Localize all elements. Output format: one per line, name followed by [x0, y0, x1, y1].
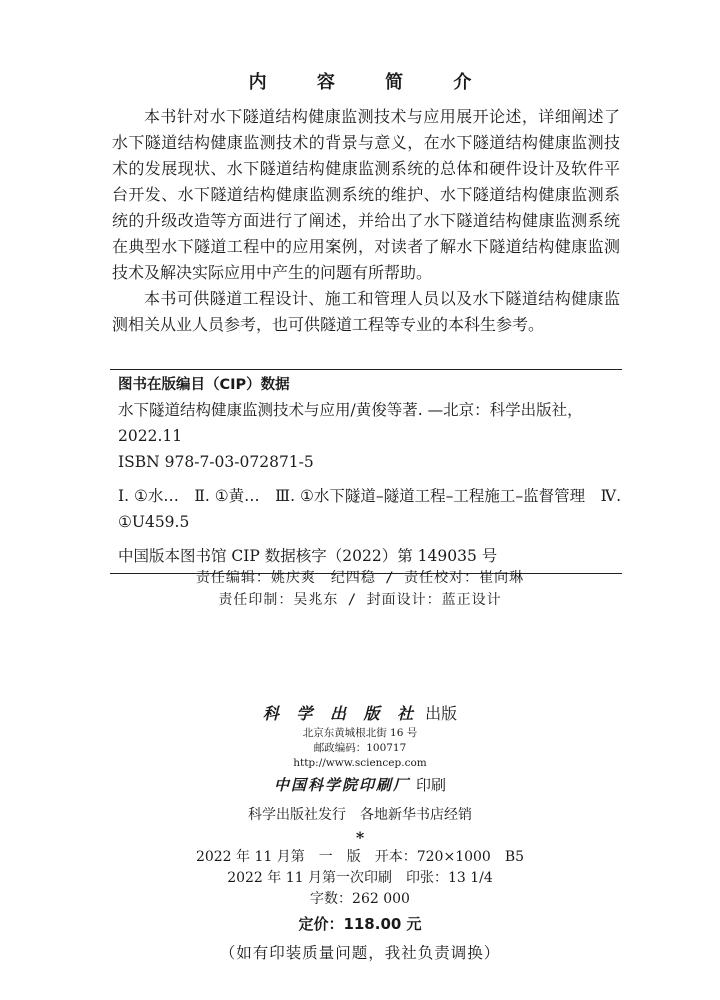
cip-classification: Ⅰ. ①水… Ⅱ. ①黄… Ⅲ. ①水下隧道–隧道工程–工程施工–监督管理 Ⅳ. ①U459.5	[118, 487, 622, 531]
word-count: 字数：262 000	[310, 891, 410, 907]
summary-paragraph-2: 本书可供隧道工程设计、施工和管理人员以及水下隧道结构健康监测相关从业人员参考，也可供隧道工程等专业的本科生参考。	[112, 289, 620, 334]
editors-line-2: 责任印制：吴兆东 / 封面设计：蓝正设计	[218, 592, 502, 608]
publisher-line	[0, 702, 720, 726]
printer-name: 中国科学院印刷厂	[273, 776, 410, 794]
page-title: 内 容 简 介	[248, 72, 494, 93]
distribution-line: 科学出版社发行 各地新华书店经销	[248, 807, 472, 823]
publisher-name: 科 学 出 版 社	[262, 704, 420, 723]
quality-note: （如有印装质量问题，我社负责调换）	[219, 944, 501, 962]
separator-star: *	[355, 828, 365, 847]
cip-spacer	[110, 475, 622, 483]
publisher-postcode: 邮政编码：100717	[313, 742, 407, 754]
editors-block	[0, 567, 720, 611]
publisher-url: http://www.sciencep.com	[293, 757, 427, 769]
cip-spacer	[110, 535, 622, 543]
cip-isbn: ISBN 978-7-03-072871-5	[118, 453, 314, 471]
printer-line	[0, 773, 720, 797]
edition-line: 2022 年 11 月第 一 版 开本：720×1000 B5	[195, 849, 525, 865]
printer-suffix: 印刷	[416, 776, 447, 794]
publisher-suffix: 出版	[425, 704, 458, 723]
cip-data-block	[110, 369, 622, 574]
cip-entry: 水下隧道结构健康监测技术与应用/黄俊等著. —北京：科学出版社，2022.11	[118, 401, 583, 445]
summary-section	[112, 104, 620, 338]
cip-heading: 图书在版编目（CIP）数据	[118, 377, 290, 393]
printing-line: 2022 年 11 月第一次印刷 印张：13 1/4	[227, 870, 493, 886]
editors-line-1: 责任编辑：姚庆爽 纪四稳 / 责任校对：崔向琳	[195, 570, 525, 586]
price: 定价：118.00 元	[298, 915, 422, 933]
summary-paragraph-1: 本书针对水下隧道结构健康监测技术与应用展开论述，详细阐述了水下隧道结构健康监测技术的背景与意义，在水下隧道结构健康监测技术的发展现状、水下隧道结构健康监测系统的总体和硬件设计及软件平台开发、水下隧道结构健康监测系统的维护、水下隧道结构健康监测系统的升级改造等方面进行了阐述，并给出了水下隧道结构健康监测系统在典型水下隧道工程中的应用案例，对读者了解水下隧道结构健康监测技术及解决实际应用中产生的问题有所帮助。	[112, 107, 620, 282]
publisher-address: 北京东黄城根北街 16 号	[302, 727, 418, 739]
publisher-block	[0, 702, 720, 966]
cip-number: 中国版本图书馆 CIP 数据核字（2022）第 149035 号	[118, 547, 498, 565]
